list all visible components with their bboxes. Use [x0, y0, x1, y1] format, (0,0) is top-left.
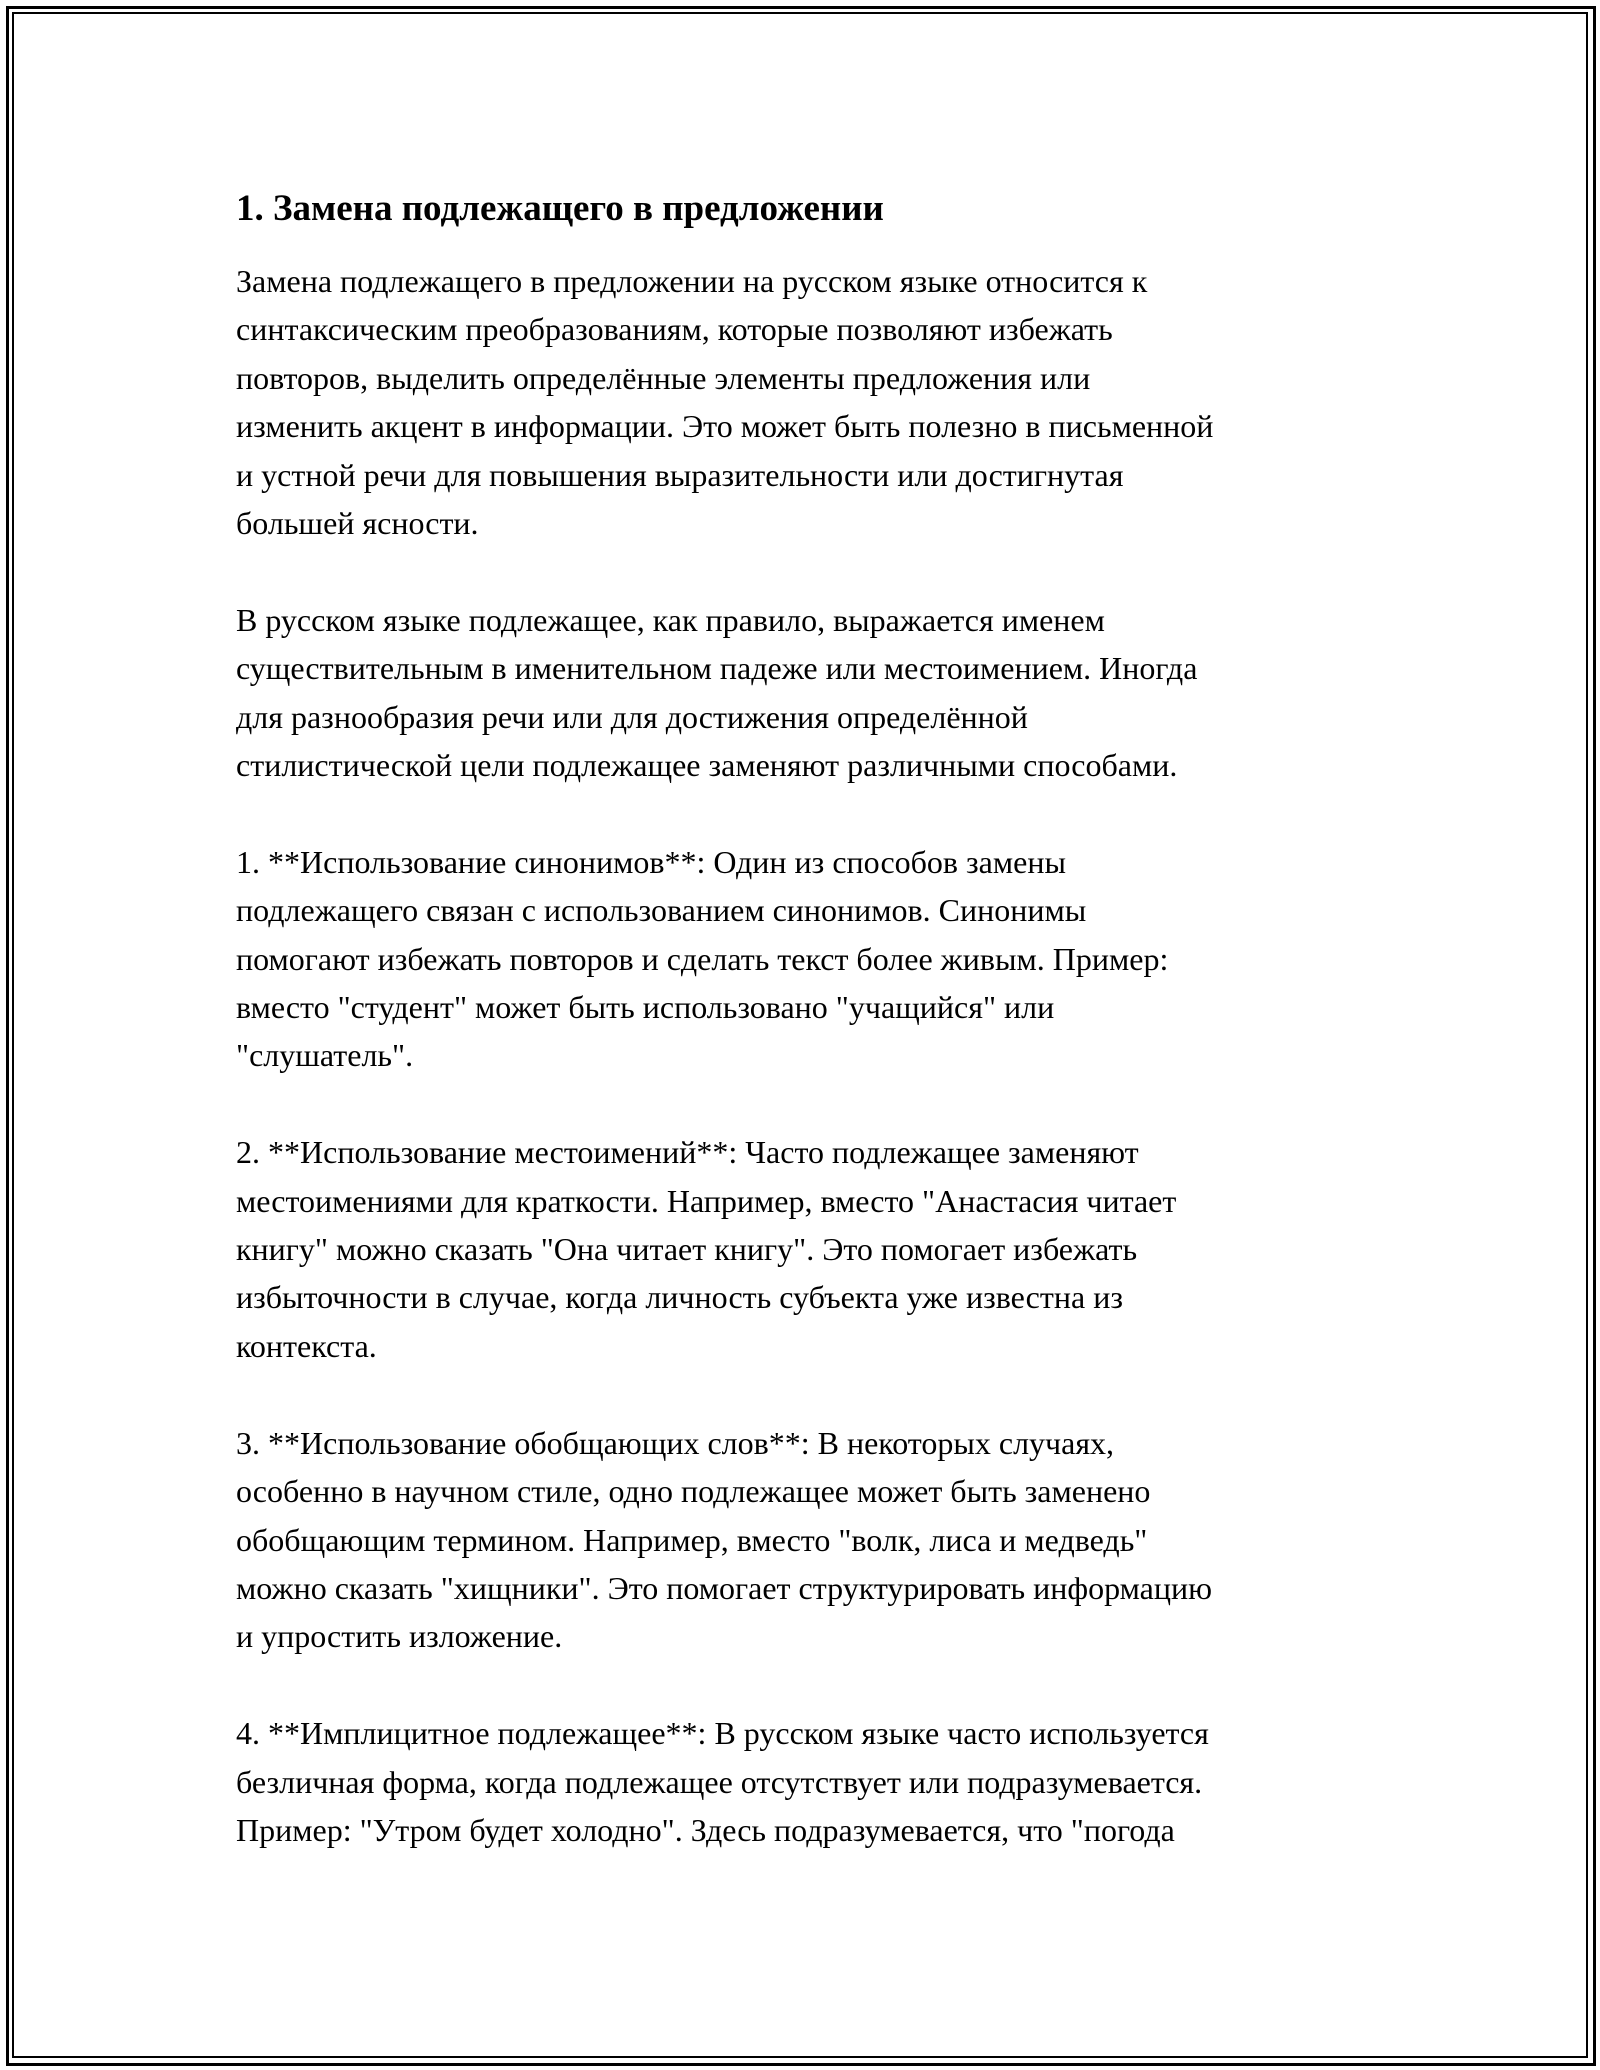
text-line: контекста. [236, 1327, 377, 1364]
text-line: особенно в научном стиле, одно подлежащее может быть заменено [236, 1473, 1151, 1510]
text-line: и упростить изложение. [236, 1618, 563, 1655]
text-line: "слушатель". [236, 1037, 414, 1074]
text-line: безличная форма, когда подлежащее отсутствует или подразумевается. [236, 1763, 1203, 1800]
text-line: можно сказать "хищники". Это помогает структурировать информацию [236, 1569, 1213, 1606]
text-line: 4. **Имплицитное подлежащее**: В русском языке часто используется [236, 1715, 1209, 1752]
text-line: изменить акцент в информации. Это может быть полезно в письменной [236, 408, 1214, 445]
text-line: В русском языке подлежащее, как правило, выражается именем [236, 601, 1105, 638]
list-item-pronouns [236, 1128, 1366, 1370]
text-line: избыточности в случае, когда личность субъекта уже известна из [236, 1279, 1123, 1316]
text-line: книгу" можно сказать "Она читает книгу". Это помогает избежать [236, 1231, 1138, 1268]
text-line: 2. **Использование местоимений**: Часто подлежащее заменяют [236, 1134, 1139, 1171]
text-line: синтаксическим преобразованиям, которые позволяют избежать [236, 311, 1113, 348]
text-line: местоимениями для краткости. Например, вместо "Анастасия читает [236, 1182, 1177, 1219]
text-line: подлежащего связан с использованием синонимов. Синонимы [236, 892, 1087, 929]
document-body [236, 185, 1366, 1903]
section-heading: 1. Замена подлежащего в предложении [236, 188, 884, 229]
text-line: обобщающим термином. Например, вместо "волк, лиса и медведь" [236, 1521, 1148, 1558]
text-line: помогают избежать повторов и сделать текст более живым. Пример: [236, 940, 1169, 977]
text-line: Пример: "Утром будет холодно". Здесь подразумевается, что "погода [236, 1811, 1175, 1848]
text-line: существительным в именительном падеже или местоимением. Иногда [236, 650, 1198, 687]
paragraph-subject-expression [236, 596, 1366, 790]
text-line: и устной речи для повышения выразительности или достигнутая [236, 456, 1124, 493]
list-item-synonyms [236, 838, 1366, 1080]
list-item-implicit-subject [236, 1709, 1366, 1854]
text-line: повторов, выделить определённые элементы предложения или [236, 359, 1091, 396]
list-item-generalizing-words [236, 1419, 1366, 1661]
text-line: 1. **Использование синонимов**: Один из способов замены [236, 843, 1066, 880]
text-line: Замена подлежащего в предложении на русском языке относится к [236, 263, 1148, 299]
text-line: стилистической цели подлежащее заменяют различными способами. [236, 747, 1178, 784]
text-line: для разнообразия речи или для достижения определённой [236, 698, 1028, 735]
paragraph-intro [236, 257, 1366, 547]
text-line: 3. **Использование обобщающих слов**: В некоторых случаях, [236, 1424, 1115, 1461]
text-line: вместо "студент" может быть использовано "учащийся" или [236, 989, 1055, 1026]
text-line: большей ясности. [236, 505, 479, 542]
